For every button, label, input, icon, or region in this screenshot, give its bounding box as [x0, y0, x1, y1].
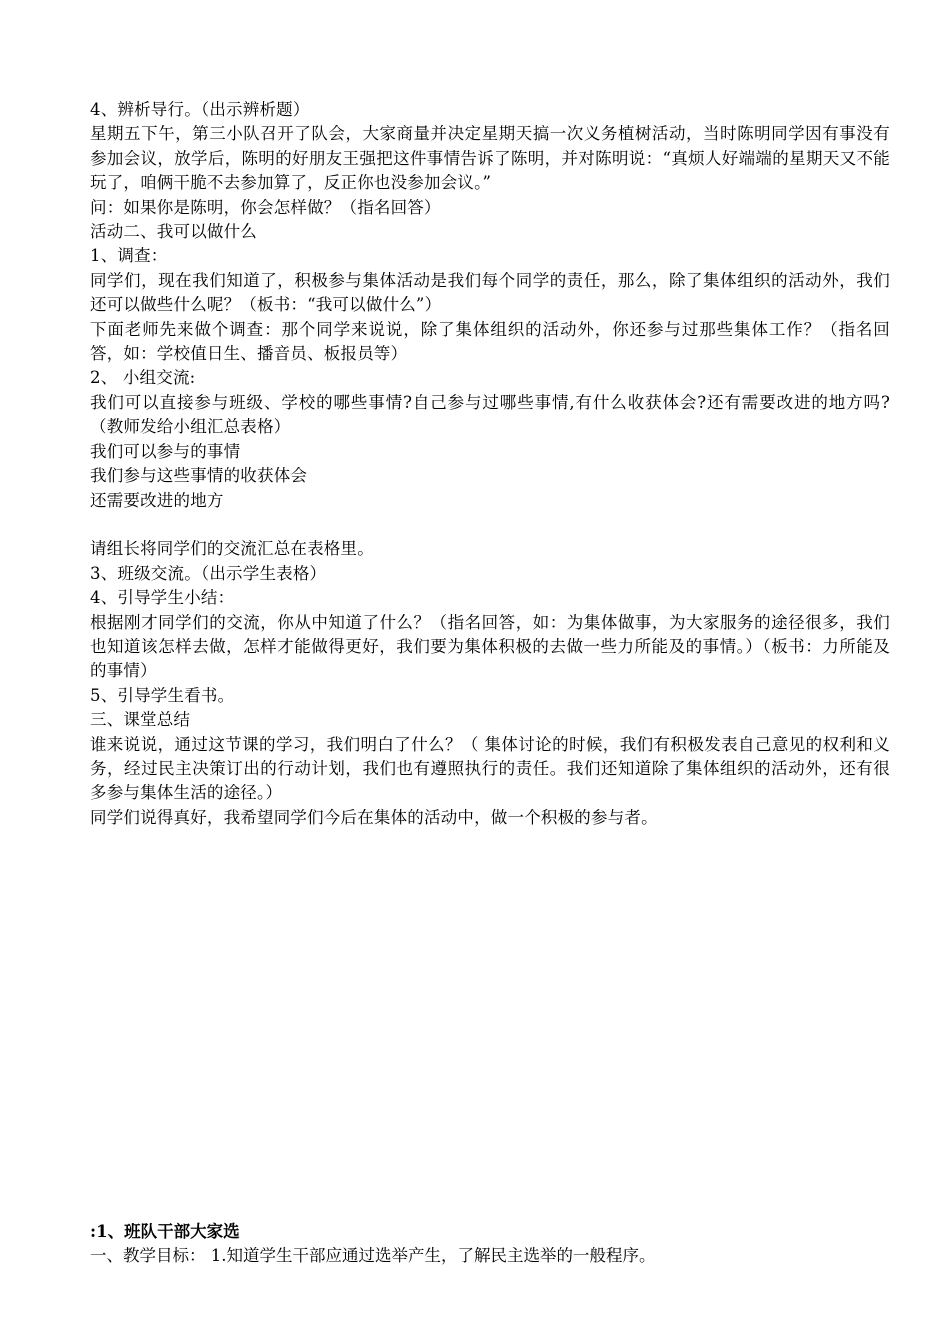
paragraph: 下面老师先来做个调查：那个同学来说说，除了集体组织的活动外，你还参与过那些集体工作？（指名回答，如：学校值日生、播音员、板报员等）	[90, 319, 890, 364]
lesson-title: :1、班队干部大家选	[90, 1222, 240, 1241]
paragraph: 1、调查：	[90, 246, 168, 266]
paragraph: 3、班级交流。（出示学生表格）	[90, 563, 327, 583]
paragraph: 2、 小组交流:	[90, 368, 196, 388]
lesson-objective: 一、教学目标： 1.知道学生干部应通过选举产生，了解民主选举的一般程序。	[90, 1246, 656, 1266]
paragraph: 还需要改进的地方	[90, 490, 224, 510]
paragraph: 同学们，现在我们知道了，积极参与集体活动是我们每个同学的责任，那么，除了集体组织的活动外，我们还可以做些什么呢？（板书：“我可以做什么”）	[90, 270, 890, 315]
paragraph: 4、引导学生小结：	[90, 588, 235, 608]
paragraph: 问：如果你是陈明，你会怎样做？（指名回答）	[90, 197, 441, 217]
paragraph: 请组长将同学们的交流汇总在表格里。	[90, 539, 374, 559]
paragraph: 活动二、我可以做什么	[90, 222, 257, 242]
paragraph: 同学们说得真好，我希望同学们今后在集体的活动中，做一个积极的参与者。	[90, 807, 658, 827]
next-lesson-section	[90, 1220, 890, 1269]
paragraph: 我们可以参与的事情	[90, 441, 241, 461]
paragraph: 4、辨析导行。（出示辨析题）	[90, 100, 310, 119]
paragraph: 我们参与这些事情的收获体会	[90, 466, 308, 486]
paragraph: 谁来说说，通过这节课的学习，我们明白了什么？（ 集体讨论的时候，我们有积极发表自己意见的权利和义务，经过民主决策订出的行动计划，我们也有遵照执行的责任。我们还知道除了集体组织的活动外，还有很多参与集体生活的途径。）	[90, 734, 890, 803]
paragraph: 星期五下午，第三小队召开了队会，大家商量并决定星期天搞一次义务植树活动，当时陈明同学因有事没有参加会议，放学后，陈明的好朋友王强把这件事情告诉了陈明，并对陈明说：“真烦人好端端的星期天又不能玩了，咱俩干脆不去参加算了，反正你也没参加会议。”	[90, 124, 890, 193]
blank-line	[90, 513, 890, 537]
paragraph: 三、课堂总结	[90, 710, 191, 730]
paragraph: 5、引导学生看书。	[90, 685, 235, 705]
paragraph: 根据刚才同学们的交流，你从中知道了什么？（指名回答，如：为集体做事，为大家服务的途径很多，我们也知道该怎样去做，怎样才能做得更好，我们要为集体积极的去做一些力所能及的事情。）（板书：力所能及的事情）	[90, 612, 890, 681]
paragraph: 我们可以直接参与班级、学校的哪些事情?自己参与过哪些事情,有什么收获体会?还有需要改进的地方吗?（教师发给小组汇总表格）	[90, 392, 890, 437]
document-body	[90, 98, 890, 830]
